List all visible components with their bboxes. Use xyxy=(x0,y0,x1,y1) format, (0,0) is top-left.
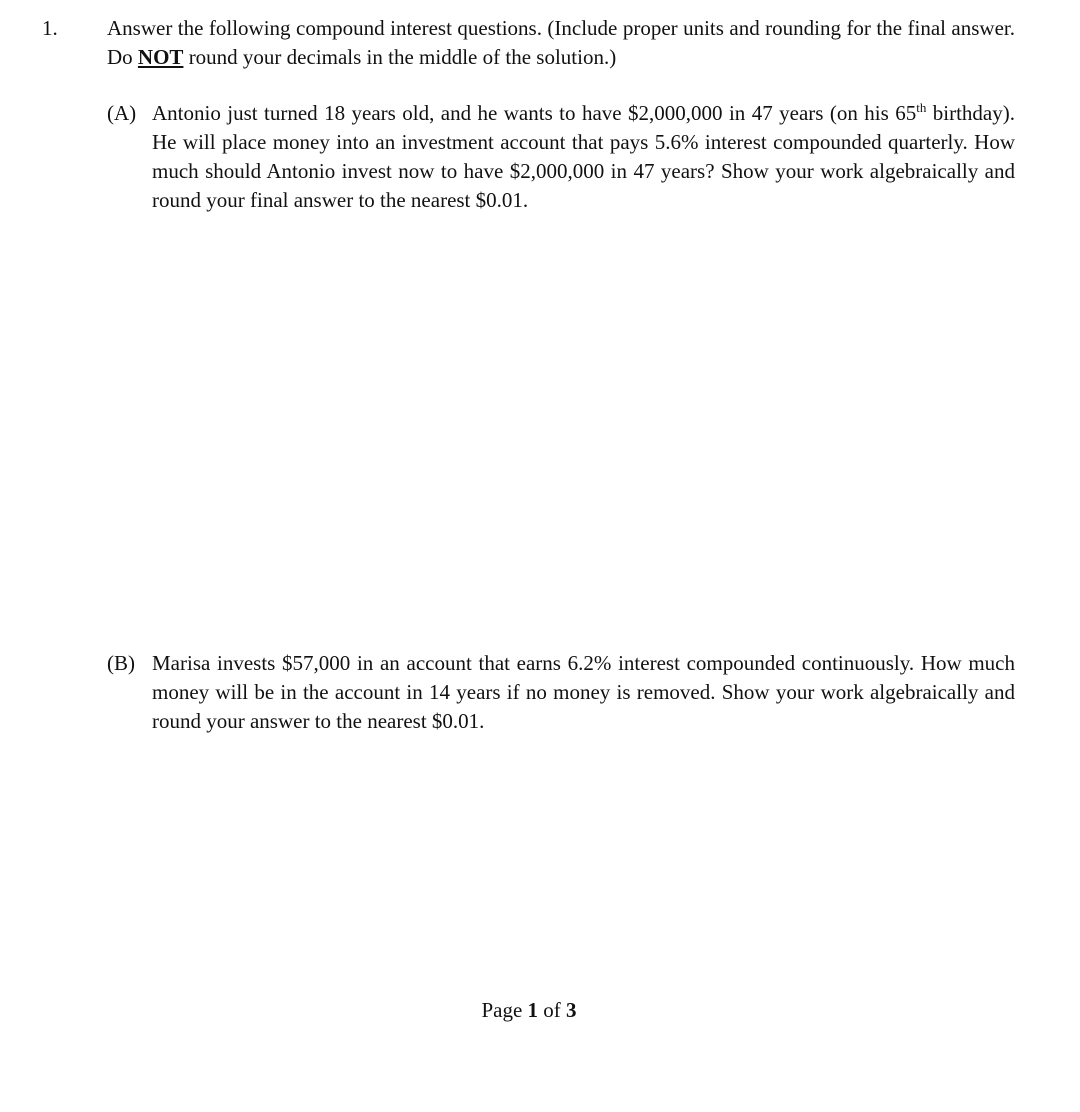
question-intro xyxy=(107,14,1015,72)
part-a-text-end: birthday). He will place money into an investment account that pays 5.6% interest compounded quarterly. How much should Antonio invest now to have $2,000,000 in 47 years? Show your work algebraically and round your final answer to the nearest $0.01. xyxy=(152,101,1015,212)
part-b xyxy=(107,649,1015,736)
intro-text-start: Answer the following compound interest questions. (Include proper units and rounding for the final answer. Do xyxy=(107,16,1015,69)
page-footer xyxy=(0,996,1058,1025)
intro-text-end: round your decimals in the middle of the solution.) xyxy=(183,45,617,69)
part-a-superscript: th xyxy=(916,100,927,115)
part-b-label: (B) xyxy=(107,651,135,675)
part-a-label: (A) xyxy=(107,101,137,125)
part-a-text-start: Antonio just turned 18 years old, and he wants to have $2,000,000 in 47 years (on his 65 xyxy=(152,101,917,125)
part-b-text: Marisa invests $57,000 in an account that earns 6.2% interest compounded continuously. How much money will be in the account in 14 years if no money is removed. Show your work algebraically and round your answer to the nearest $0.01. xyxy=(152,651,1015,733)
intro-emphasis: NOT xyxy=(137,45,184,69)
part-a-text xyxy=(152,99,1015,215)
question-number: 1. xyxy=(42,16,58,40)
footer-of-word: of xyxy=(538,998,567,1022)
part-a xyxy=(107,99,1015,215)
footer-page-word: Page xyxy=(481,998,528,1022)
footer-current-page: 1 xyxy=(527,998,539,1022)
footer-total-pages: 3 xyxy=(566,998,577,1022)
